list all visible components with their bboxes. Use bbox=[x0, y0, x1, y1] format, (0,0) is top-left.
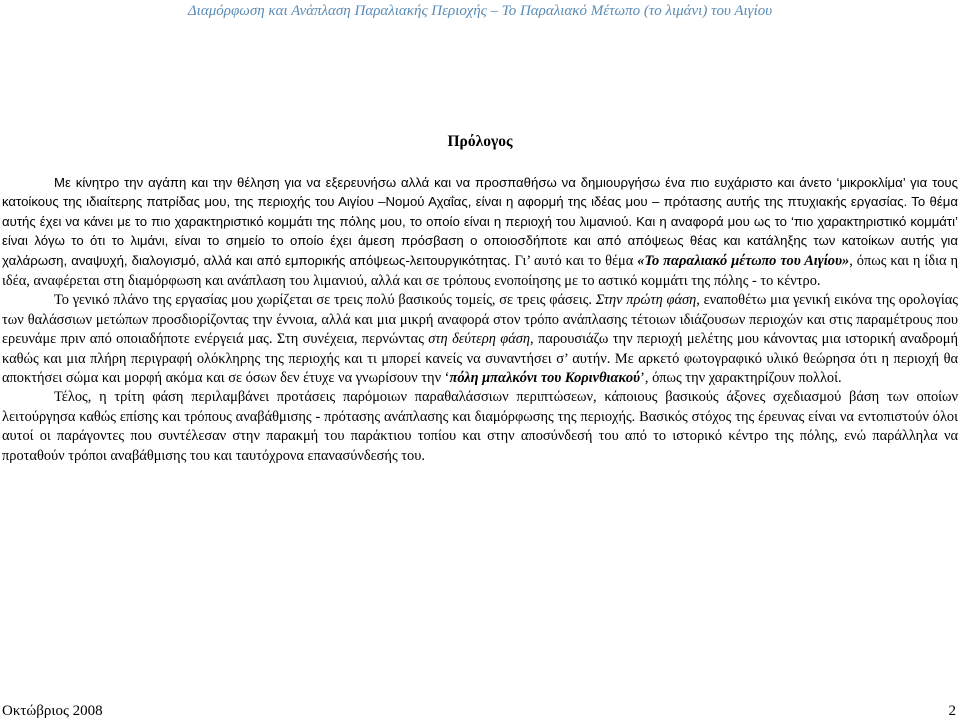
theme-before: Γι’ αυτό και το θέμα bbox=[514, 252, 638, 269]
phase-one-label: Στην πρώτη φάση bbox=[595, 292, 697, 309]
city-nickname: πόλη μπαλκόνι του Κορινθιακού bbox=[449, 370, 641, 387]
phases-text-a: Το γενικό πλάνο της εργασίας μου χωρίζεται σε τρεις πολύ βασικούς τομείς, σε τρεις φάσεις. bbox=[54, 292, 596, 309]
paragraph-phases bbox=[2, 291, 958, 388]
page-number: 2 bbox=[948, 703, 956, 719]
paragraph-intro bbox=[2, 173, 958, 291]
phase-two-label: στη δεύτερη φάση bbox=[428, 331, 531, 348]
section-title: Πρόλογος bbox=[447, 133, 513, 150]
phases-text-b: , εναποθέτω μια γενική εικόνα της ορολογίας των θαλάσσιων μετώπων προσδιορίζοντας την έννοια, αλλά και μια μικρή αναφορά στον τρόπο ανάπλασης τέτοιων ιδιάζουσων περιοχών και στις παραμέτρους που ερευνάμε πριν από οποιαδήποτε ενέργειά μας. Στη συνέχεια, περνώντας bbox=[2, 292, 958, 348]
phases-text-c: , παρουσιάζω την περιοχή μελέτης μου κάνοντας μια ιστορική αναδρομή καθώς και μια πλήρη περιγραφή ολόκληρης της περιοχής και τι μπορεί κανείς να συναντήσει σ’ αυτήν. Με αρκετό φωτογραφικό υλικό θεώρησα ότι η περιοχή θα αποκτήσει σώμα και μορφή ακόμα και σε όσων δεν έτυχε να γνωρίσουν την ‘ bbox=[2, 331, 958, 387]
theme-after: , όπως και η ίδια η ιδέα, αναφέρεται στη διαμόρφωση και ανάπλαση του λιμανιού, αλλά και σε τρόπους ενοποίησης με το αστικό κομμάτι της πόλης - το κέντρο. bbox=[2, 252, 958, 290]
paragraph-intro-text: Με κίνητρο την αγάπη και την θέληση για να εξερευνήσω αλλά και να προσπαθήσω να δημιουργήσω ένα πιο ευχάριστο και άνετο ‘μικροκλίμα’ για τους κατοίκους της ιδιαίτερης πατρίδας μου, της περιοχής του Αιγίου –Νομού Αχαΐας, είναι η αφορμή της ιδέας μου – πρότασης αυτής της πτυχιακής εργασίας. Το θέμα αυτής έχει να κάνει με το πιο χαρακτηριστικό κομμάτι της πόλης μου, το οποίο είναι η περιοχή του λιμανιού. Και η αναφορά μου ως το ‘πιο χαρακτηριστικό κομμάτι’ είναι λόγω το ότι το λιμάνι, είναι το σημείο το οποίο έχει άμεση πρόσβαση ο οποιοσδήποτε και από απόψεως θέας και κατάληξης των κατοίκων αυτής για χαλάρωση, αναψυχή, διαλογισμό, αλλά και από εμπορικής απόψεως-λειτουργικότητας. bbox=[2, 175, 958, 268]
project-title: «Το παραλιακό μέτωπο του Αιγίου» bbox=[637, 252, 850, 269]
footer-date: Οκτώβριος 2008 bbox=[2, 703, 103, 719]
running-header: Διαμόρφωση και Ανάπλαση Παραλιακής Περιοχής – Το Παραλιακό Μέτωπο (το λιμάνι) του Αιγίου bbox=[187, 3, 773, 19]
document-body bbox=[2, 173, 958, 466]
paragraph-conclusion: Τέλος, η τρίτη φάση περιλαμβάνει προτάσεις παρόμοιων παραθαλάσσιων περιπτώσεων, κάποιους βασικούς άξονες σχεδιασμού βάση των οποίων λειτούργησα καθώς επίσης και τρόπους αναβάθμισης - πρότασης ανάπλασης και διαμόρφωσης της περιοχής. Βασικός στόχος της έρευνας είναι να εντοπιστούν όλοι αυτοί οι παράγοντες που συντέλεσαν στην παρακμή του παράκτιου τοπίου και στην αποσύνδεσή του από το ιστορικό κέντρο της πόλης, ενώ παράλληλα να προταθούν τρόποι αναβάθμισης του και ταυτόχρονα επανασύνδεσής του. bbox=[2, 389, 958, 464]
phases-text-d: ’, όπως την χαρακτηρίζουν πολλοί. bbox=[640, 370, 842, 387]
